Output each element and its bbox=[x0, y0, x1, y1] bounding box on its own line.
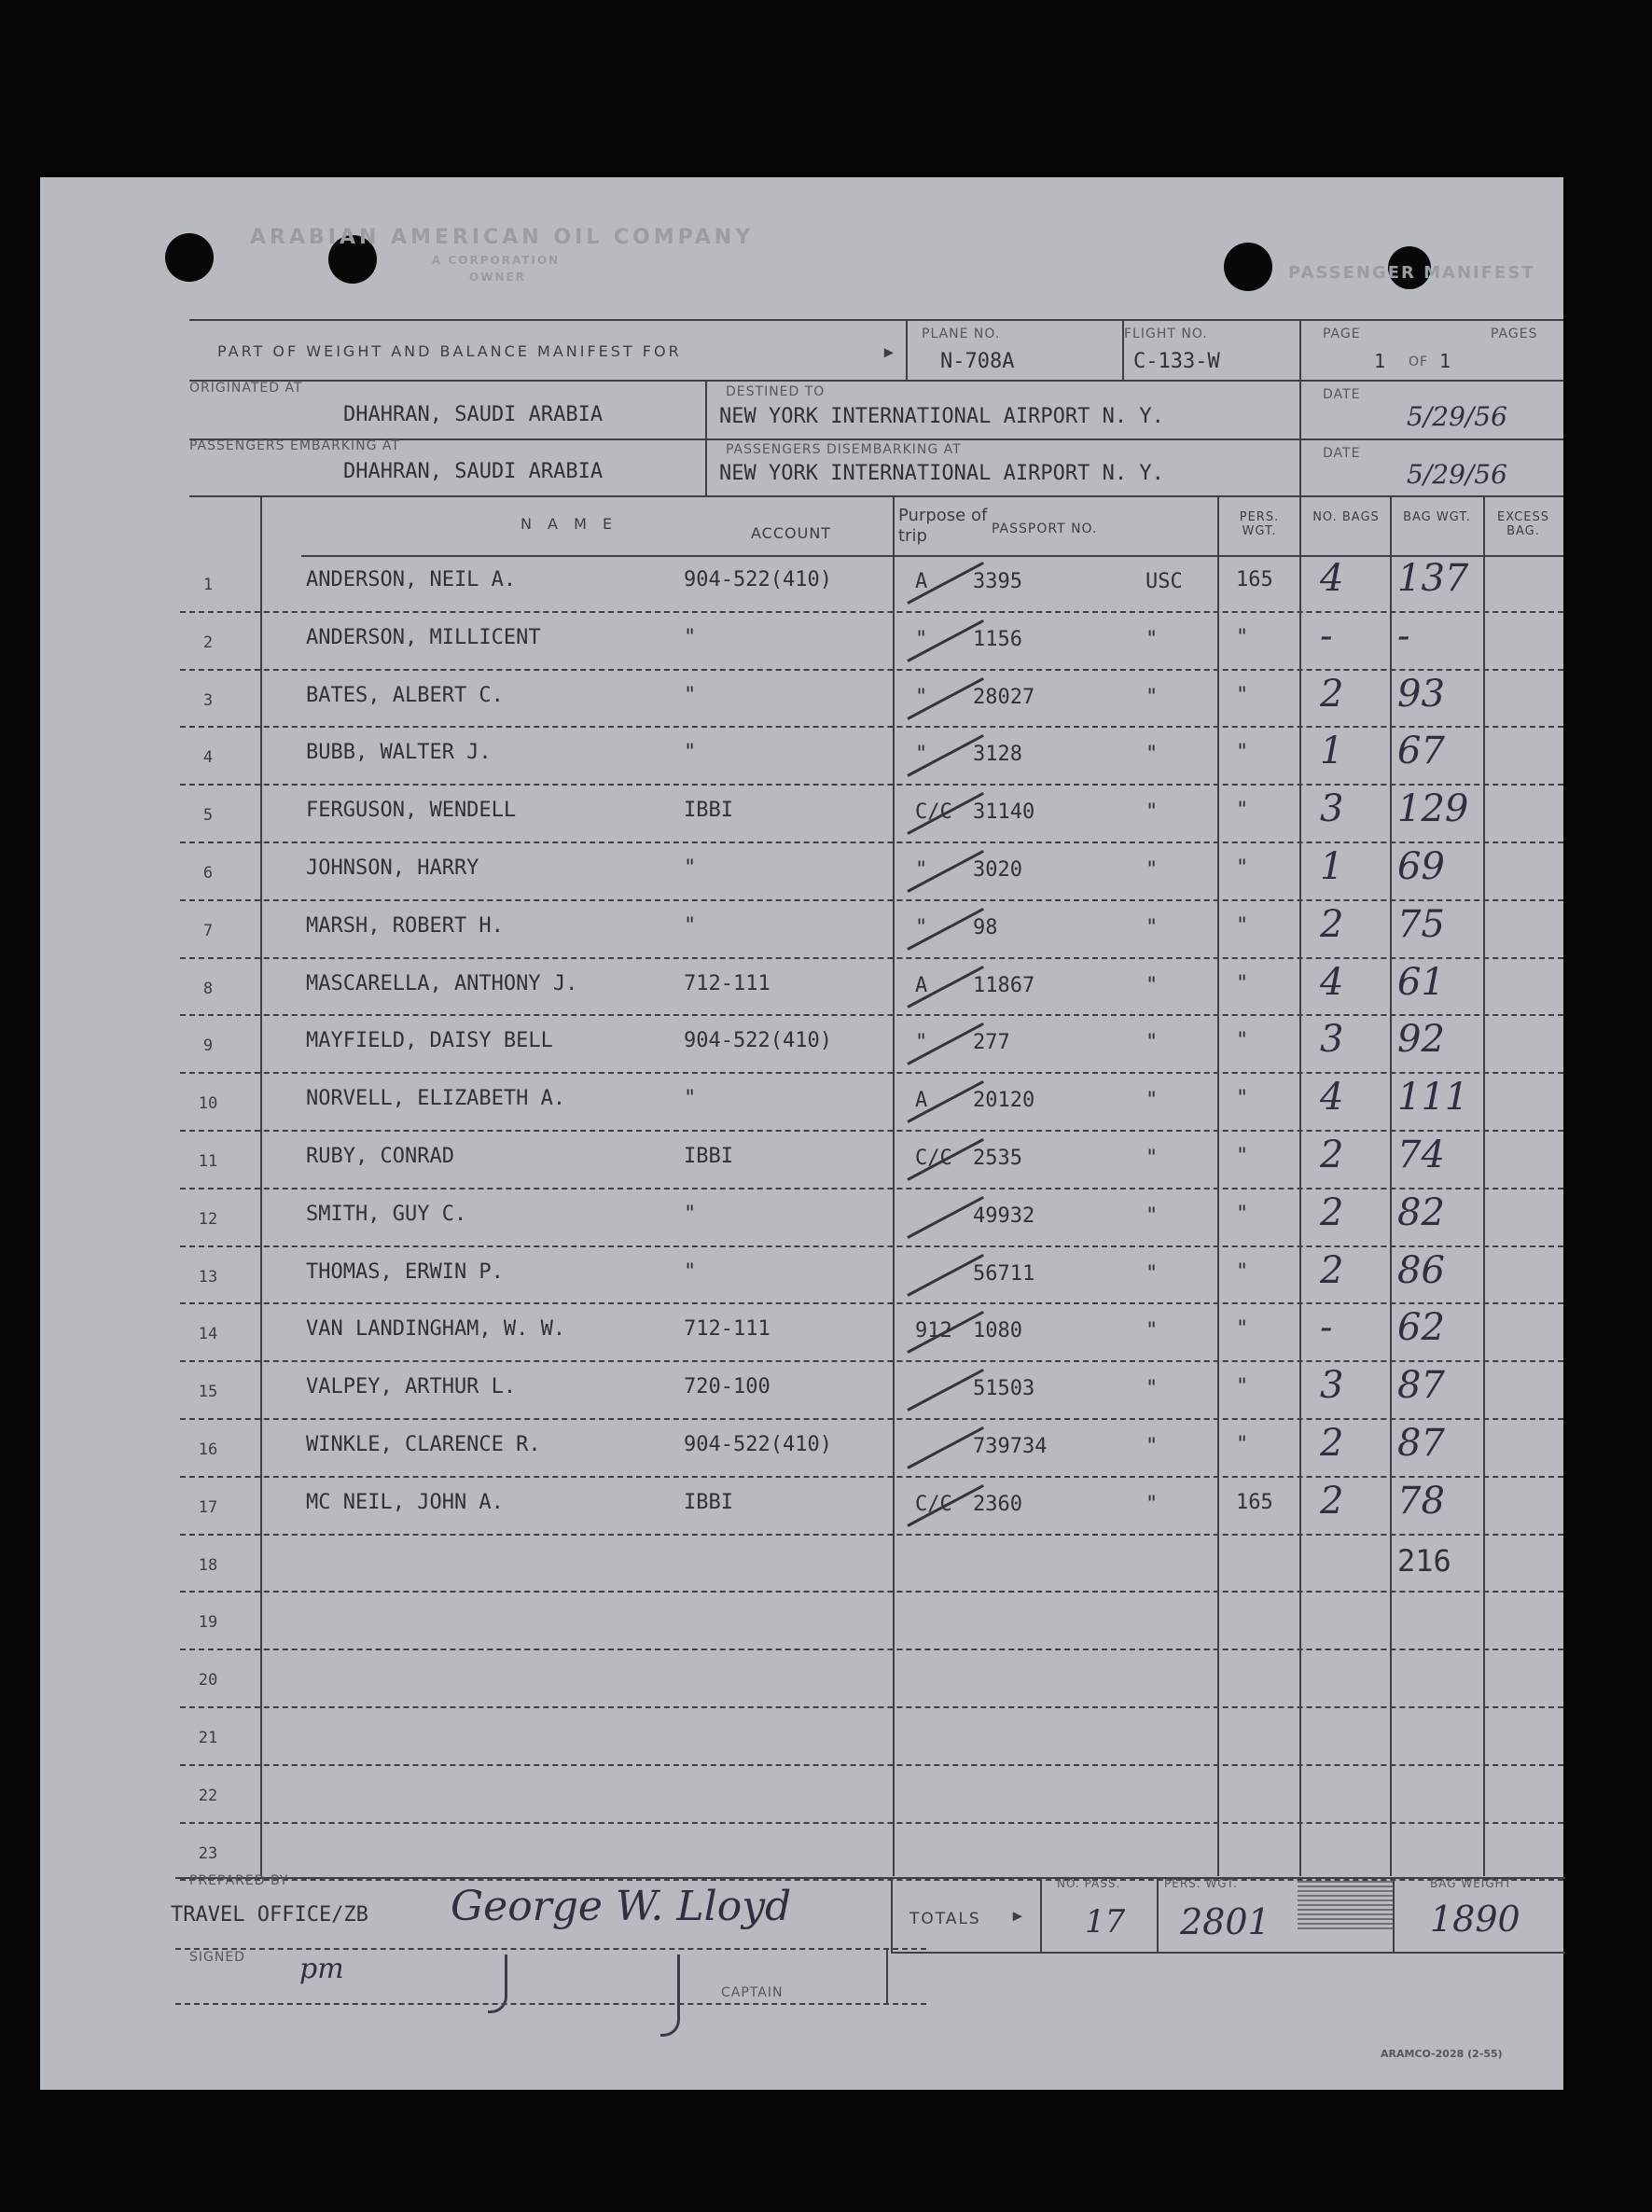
header-top-rule bbox=[189, 319, 1563, 321]
passport-number: 11867 bbox=[973, 973, 1035, 997]
manifest-sheet bbox=[40, 177, 1563, 2090]
bag-wgt: 74 bbox=[1397, 1134, 1445, 1176]
table-row bbox=[40, 1420, 1563, 1478]
purpose-of-trip: A bbox=[915, 973, 928, 997]
pers-wgt: " bbox=[1236, 625, 1249, 649]
pers-wgt: " bbox=[1236, 683, 1249, 707]
bag-wgt: 111 bbox=[1397, 1076, 1469, 1120]
flight-no: C-133-W bbox=[1133, 350, 1220, 373]
row-number: 22 bbox=[198, 1786, 218, 1805]
bag-wgt: 87 bbox=[1397, 1422, 1445, 1465]
passenger-name: FERGUSON, WENDELL bbox=[306, 799, 517, 823]
bag-wgt: 75 bbox=[1397, 902, 1445, 946]
bag-wgt: 137 bbox=[1397, 557, 1469, 600]
passport-number: 20120 bbox=[973, 1089, 1035, 1113]
nationality: " bbox=[1145, 1261, 1159, 1286]
pers-wgt: " bbox=[1236, 1433, 1249, 1456]
originated-label: ORIGINATED AT bbox=[189, 381, 303, 396]
company-name: ARABIAN AMERICAN OIL COMPANY bbox=[250, 226, 755, 249]
pers-wgt-divider bbox=[1157, 1877, 1159, 1952]
bag-wgt: 67 bbox=[1397, 730, 1445, 773]
table-row bbox=[40, 1189, 1563, 1247]
purpose-of-trip: " bbox=[915, 858, 928, 882]
ruled-stamp-block bbox=[1298, 1881, 1393, 1929]
table-row bbox=[40, 959, 1563, 1017]
passenger-name: MASCARELLA, ANTHONY J. bbox=[306, 971, 578, 995]
captain-label: CAPTAIN bbox=[721, 1985, 784, 2000]
passenger-name: MC NEIL, JOHN A. bbox=[306, 1490, 504, 1514]
account-number: 904-522(410) bbox=[684, 568, 832, 591]
table-row bbox=[40, 555, 1563, 613]
table-row bbox=[40, 1132, 1563, 1189]
nationality: " bbox=[1145, 973, 1159, 997]
table-row bbox=[40, 613, 1563, 671]
table-row bbox=[40, 1362, 1563, 1420]
no-bags: 4 bbox=[1320, 1076, 1344, 1120]
col-header-excess: EXCESS BAG. bbox=[1497, 510, 1549, 538]
embarking-label: PASSENGERS EMBARKING AT bbox=[189, 438, 400, 453]
purpose-of-trip: C/C bbox=[915, 1147, 952, 1170]
bag-wgt: 87 bbox=[1397, 1364, 1445, 1408]
punch-hole-left bbox=[165, 233, 214, 282]
account-number: " bbox=[684, 913, 697, 938]
passenger-name: THOMAS, ERWIN P. bbox=[306, 1259, 504, 1284]
destined-to: NEW YORK INTERNATIONAL AIRPORT N. Y. bbox=[719, 405, 1164, 428]
passport-number: 2535 bbox=[973, 1147, 1022, 1170]
purpose-of-trip: 912 bbox=[915, 1319, 952, 1343]
no-bags: 2 bbox=[1320, 672, 1344, 716]
no-bags: 2 bbox=[1320, 902, 1344, 946]
no-bags: 4 bbox=[1320, 960, 1344, 1004]
no-bags: 2 bbox=[1320, 1134, 1344, 1176]
row-number: 23 bbox=[198, 1843, 218, 1863]
signature: George W. Lloyd bbox=[451, 1883, 792, 1930]
account-number: 904-522(410) bbox=[684, 1433, 832, 1456]
date-2: 5/29/56 bbox=[1407, 459, 1507, 490]
pers-wgt-total-label: PERS. WGT. bbox=[1164, 1877, 1238, 1890]
account-number: " bbox=[684, 1202, 697, 1226]
date-label-1: DATE bbox=[1323, 387, 1361, 402]
captain-line bbox=[175, 2003, 926, 2005]
passport-number: 49932 bbox=[973, 1203, 1035, 1228]
no-pass-label: NO. PASS. bbox=[1057, 1877, 1121, 1890]
col-header-bag-wgt: BAG WGT. bbox=[1403, 510, 1471, 524]
totals-divider bbox=[891, 1877, 893, 1952]
account-number: 904-522(410) bbox=[684, 1029, 832, 1053]
passenger-name: WINKLE, CLARENCE R. bbox=[306, 1433, 541, 1456]
purpose-of-trip: " bbox=[915, 915, 928, 939]
nationality: " bbox=[1145, 1147, 1159, 1170]
prepared-by-label: PREPARED BY bbox=[189, 1873, 289, 1888]
nationality: " bbox=[1145, 858, 1159, 882]
passenger-name: VAN LANDINGHAM, W. W. bbox=[306, 1317, 566, 1342]
bag-wgt: 69 bbox=[1397, 845, 1445, 888]
pers-wgt: " bbox=[1236, 1317, 1249, 1342]
purpose-of-trip: " bbox=[915, 627, 928, 651]
bag-weight-divider bbox=[1393, 1877, 1395, 1952]
table-row bbox=[40, 901, 1563, 959]
pers-wgt: " bbox=[1236, 741, 1249, 765]
document-title: PASSENGER MANIFEST bbox=[1288, 263, 1535, 283]
col-header-purpose: Purpose of trip bbox=[898, 506, 988, 546]
passenger-name: SMITH, GUY C. bbox=[306, 1202, 467, 1226]
account-number: " bbox=[684, 741, 697, 765]
purpose-of-trip: " bbox=[915, 1031, 928, 1055]
table-row bbox=[40, 1766, 1563, 1824]
account-number: " bbox=[684, 625, 697, 649]
disembarking-at: NEW YORK INTERNATIONAL AIRPORT N. Y. bbox=[719, 462, 1164, 485]
passenger-name: MAYFIELD, DAISY BELL bbox=[306, 1029, 553, 1053]
pers-wgt: " bbox=[1236, 856, 1249, 880]
row-number: 17 bbox=[198, 1497, 218, 1517]
page-label: PAGE bbox=[1323, 327, 1361, 341]
pers-wgt: " bbox=[1236, 799, 1249, 823]
table-row bbox=[40, 1016, 1563, 1074]
prepared-by: TRAVEL OFFICE/ZB bbox=[171, 1903, 368, 1927]
passport-number: 1080 bbox=[973, 1319, 1022, 1343]
no-bags: 3 bbox=[1320, 1364, 1344, 1408]
passport-number: 3128 bbox=[973, 743, 1022, 767]
header-rule-2 bbox=[189, 380, 1563, 382]
passenger-name: MARSH, ROBERT H. bbox=[306, 913, 504, 938]
pers-wgt: 165 bbox=[1236, 568, 1273, 591]
passenger-name: BUBB, WALTER J. bbox=[306, 741, 492, 765]
pers-wgt: " bbox=[1236, 1145, 1249, 1168]
purpose-of-trip: " bbox=[915, 743, 928, 767]
purpose-of-trip: C/C bbox=[915, 1492, 952, 1516]
row-number: 18 bbox=[198, 1555, 218, 1575]
no-bags: 2 bbox=[1320, 1479, 1344, 1523]
row-number: 19 bbox=[198, 1613, 218, 1633]
table-row bbox=[40, 1593, 1563, 1650]
no-pass-total: 17 bbox=[1085, 1903, 1126, 1941]
header-divider-4 bbox=[705, 380, 707, 495]
passport-number: 1156 bbox=[973, 627, 1022, 651]
no-bags: 4 bbox=[1320, 557, 1344, 600]
account-number: 720-100 bbox=[684, 1375, 770, 1399]
passenger-name: ANDERSON, MILLICENT bbox=[306, 625, 541, 649]
bag-wgt: 86 bbox=[1397, 1248, 1445, 1292]
no-bags: 2 bbox=[1320, 1248, 1344, 1292]
pers-wgt: " bbox=[1236, 1202, 1249, 1226]
signed-initials: pm bbox=[299, 1953, 344, 1985]
row-number: 7 bbox=[202, 921, 214, 940]
embarking-at: DHAHRAN, SAUDI ARABIA bbox=[343, 460, 604, 483]
bag-wgt: 78 bbox=[1397, 1479, 1445, 1523]
date-label-2: DATE bbox=[1323, 446, 1361, 461]
captain-divider bbox=[886, 1950, 888, 2003]
table-row bbox=[40, 671, 1563, 729]
bag-weight-label: BAG WEIGHT bbox=[1430, 1877, 1512, 1890]
purpose-of-trip: C/C bbox=[915, 800, 952, 825]
col-header-passport: PASSPORT NO. bbox=[992, 522, 1098, 536]
nationality: " bbox=[1145, 685, 1159, 709]
nationality: " bbox=[1145, 1319, 1159, 1343]
col-header-no-bags: NO. BAGS bbox=[1312, 510, 1380, 524]
no-bags: 1 bbox=[1320, 730, 1344, 773]
row-number: 15 bbox=[198, 1383, 218, 1402]
row-number: 11 bbox=[198, 1152, 218, 1171]
bag-wgt: 129 bbox=[1397, 787, 1469, 831]
passport-number: 56711 bbox=[973, 1261, 1035, 1286]
passenger-name: ANDERSON, NEIL A. bbox=[306, 568, 517, 591]
purpose-of-trip: A bbox=[915, 1089, 928, 1113]
purpose-of-trip: A bbox=[915, 570, 928, 593]
nationality: " bbox=[1145, 1203, 1159, 1228]
date-1: 5/29/56 bbox=[1407, 401, 1507, 432]
account-number: " bbox=[684, 1259, 697, 1284]
table-row bbox=[40, 1536, 1563, 1593]
row-number: 8 bbox=[202, 979, 214, 998]
footer-top-rule bbox=[175, 1877, 1565, 1879]
no-bags: 3 bbox=[1320, 1018, 1344, 1062]
purpose-of-trip: " bbox=[915, 685, 928, 709]
punch-hole-right bbox=[1224, 243, 1272, 291]
plane-no-label: PLANE NO. bbox=[922, 327, 1001, 341]
flight-no-label: FLIGHT NO. bbox=[1124, 327, 1208, 341]
row-number: 1 bbox=[202, 576, 214, 594]
nationality: USC bbox=[1145, 570, 1183, 593]
table-row bbox=[40, 728, 1563, 786]
no-bags: 3 bbox=[1320, 787, 1344, 831]
row-number: 13 bbox=[198, 1267, 218, 1287]
disembarking-label: PASSENGERS DISEMBARKING AT bbox=[726, 442, 962, 457]
passport-number: 28027 bbox=[973, 685, 1035, 709]
row-number: 12 bbox=[198, 1209, 218, 1229]
bag-wgt: 216 bbox=[1397, 1542, 1451, 1579]
pers-wgt: " bbox=[1236, 1375, 1249, 1399]
passenger-name: VALPEY, ARTHUR L. bbox=[306, 1375, 517, 1399]
no-bags: 2 bbox=[1320, 1422, 1344, 1465]
row-number: 4 bbox=[202, 748, 214, 768]
account-number: IBBI bbox=[684, 1490, 733, 1514]
nationality: " bbox=[1145, 1435, 1159, 1458]
originated-at: DHAHRAN, SAUDI ARABIA bbox=[343, 403, 604, 426]
account-number: " bbox=[684, 1087, 697, 1111]
row-number: 16 bbox=[198, 1440, 218, 1459]
form-number: ARAMCO-2028 (2-55) bbox=[1381, 2048, 1503, 2060]
bag-wgt: 62 bbox=[1397, 1306, 1445, 1350]
nationality: " bbox=[1145, 915, 1159, 939]
pers-wgt: " bbox=[1236, 1087, 1249, 1111]
company-subtitle: A CORPORATION bbox=[432, 254, 561, 267]
company-owner: OWNER bbox=[469, 271, 526, 284]
bag-wgt: 93 bbox=[1397, 672, 1445, 716]
totals-arrow-icon: ▸ bbox=[1010, 1901, 1025, 1929]
bag-wgt: 82 bbox=[1397, 1190, 1445, 1234]
pers-wgt: " bbox=[1236, 1259, 1249, 1284]
no-bags: - bbox=[1320, 1306, 1333, 1350]
of-value: 1 bbox=[1439, 350, 1451, 372]
bag-wgt: 92 bbox=[1397, 1018, 1445, 1062]
row-number: 2 bbox=[202, 633, 214, 652]
account-number: 712-111 bbox=[684, 971, 770, 995]
account-number: IBBI bbox=[684, 1145, 733, 1168]
header-rule-4 bbox=[189, 495, 1563, 497]
passport-number: 277 bbox=[973, 1031, 1010, 1055]
table-row bbox=[40, 843, 1563, 901]
table-row bbox=[40, 1304, 1563, 1362]
totals-bottom-rule bbox=[891, 1952, 1565, 1954]
bag-wgt: 61 bbox=[1397, 960, 1445, 1004]
pers-wgt: " bbox=[1236, 971, 1249, 995]
no-bags: - bbox=[1320, 614, 1333, 658]
pers-wgt: 165 bbox=[1236, 1490, 1273, 1514]
plane-no: N-708A bbox=[940, 350, 1015, 373]
passport-number: 31140 bbox=[973, 800, 1035, 825]
account-number: 712-111 bbox=[684, 1317, 770, 1342]
bag-weight-total: 1890 bbox=[1430, 1899, 1520, 1940]
passport-number: 3020 bbox=[973, 858, 1022, 882]
nationality: " bbox=[1145, 800, 1159, 825]
table-row bbox=[40, 1650, 1563, 1708]
nationality: " bbox=[1145, 627, 1159, 651]
account-number: IBBI bbox=[684, 799, 733, 823]
bag-wgt: - bbox=[1397, 614, 1410, 658]
pen-stroke-2 bbox=[660, 1955, 680, 2037]
col-header-pers-wgt: PERS. WGT. bbox=[1239, 510, 1280, 538]
of-label: OF bbox=[1409, 355, 1429, 369]
passport-number: 98 bbox=[973, 915, 998, 939]
passenger-name: BATES, ALBERT C. bbox=[306, 683, 504, 707]
col-header-account: ACCOUNT bbox=[751, 524, 832, 542]
passenger-name: JOHNSON, HARRY bbox=[306, 856, 479, 880]
destined-label: DESTINED TO bbox=[726, 384, 826, 399]
passport-number: 739734 bbox=[973, 1435, 1048, 1458]
passport-number: 51503 bbox=[973, 1377, 1035, 1401]
no-bags: 2 bbox=[1320, 1190, 1344, 1234]
passenger-name: RUBY, CONRAD bbox=[306, 1145, 454, 1168]
nationality: " bbox=[1145, 743, 1159, 767]
totals-label: TOTALS bbox=[909, 1910, 981, 1928]
part-of-label: PART OF WEIGHT AND BALANCE MANIFEST FOR bbox=[217, 342, 682, 360]
row-number: 6 bbox=[202, 864, 214, 883]
nationality: " bbox=[1145, 1492, 1159, 1516]
header-divider-3 bbox=[1299, 319, 1301, 495]
row-number: 9 bbox=[202, 1036, 214, 1056]
col-header-name: N A M E bbox=[521, 515, 618, 533]
pers-wgt: " bbox=[1236, 913, 1249, 938]
nationality: " bbox=[1145, 1031, 1159, 1055]
account-number: " bbox=[684, 856, 697, 880]
row-number: 10 bbox=[198, 1094, 218, 1114]
pers-wgt-total: 2801 bbox=[1180, 1901, 1270, 1942]
nationality: " bbox=[1145, 1377, 1159, 1401]
row-number: 3 bbox=[202, 690, 214, 710]
account-number: " bbox=[684, 683, 697, 707]
arrow-icon: ▸ bbox=[882, 338, 896, 366]
no-pass-divider bbox=[1040, 1877, 1042, 1952]
passport-number: 2360 bbox=[973, 1492, 1022, 1516]
row-number: 14 bbox=[198, 1325, 218, 1344]
passenger-name: NORVELL, ELIZABETH A. bbox=[306, 1087, 566, 1111]
row-number: 21 bbox=[198, 1729, 218, 1747]
table-row bbox=[40, 786, 1563, 843]
table-row bbox=[40, 1247, 1563, 1305]
nationality: " bbox=[1145, 1089, 1159, 1113]
passport-number: 3395 bbox=[973, 570, 1022, 593]
table-row bbox=[40, 1074, 1563, 1132]
pers-wgt: " bbox=[1236, 1029, 1249, 1053]
no-bags: 1 bbox=[1320, 845, 1344, 888]
row-number: 5 bbox=[202, 806, 214, 826]
signed-label: SIGNED bbox=[189, 1950, 245, 1965]
signature-line bbox=[175, 1948, 926, 1950]
header-divider-1 bbox=[906, 319, 908, 380]
row-number: 20 bbox=[198, 1671, 218, 1690]
page-value: 1 bbox=[1374, 350, 1386, 372]
pages-label: PAGES bbox=[1491, 327, 1538, 341]
table-row bbox=[40, 1708, 1563, 1766]
table-row bbox=[40, 1478, 1563, 1536]
